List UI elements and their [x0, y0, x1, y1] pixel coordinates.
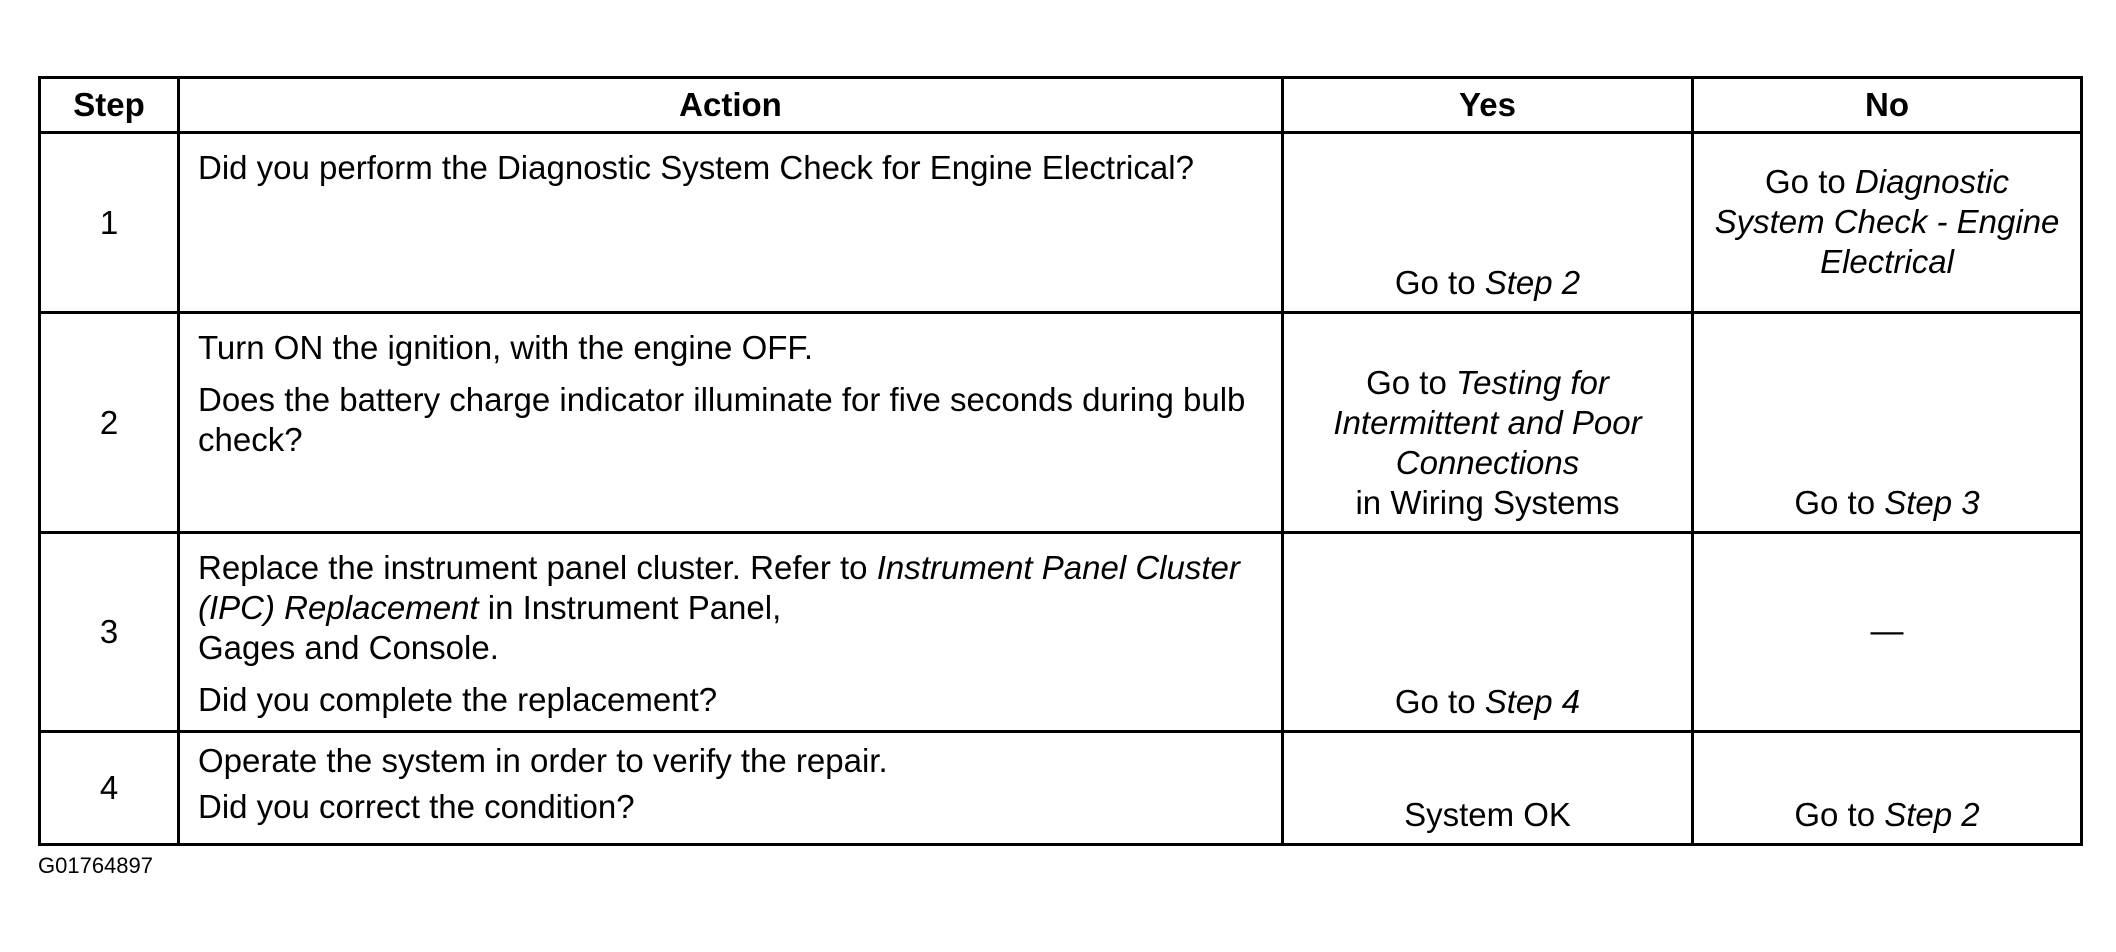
action-cell	[179, 313, 1283, 533]
yes-prefix: Go to	[1394, 683, 1485, 720]
action-cell	[179, 732, 1283, 845]
step-number: 3	[40, 533, 179, 732]
action-prefix: Replace the instrument panel cluster. Refer to	[198, 549, 877, 586]
yes-link: Step 4	[1484, 683, 1581, 720]
no-cell	[1693, 732, 2082, 845]
header-action: Action	[179, 78, 1283, 133]
no-prefix: Go to	[1794, 484, 1885, 521]
action-text	[198, 548, 1263, 668]
header-yes: Yes	[1283, 78, 1693, 133]
table-row	[40, 133, 2082, 313]
table-row	[40, 533, 2082, 732]
no-link: Step 2	[1884, 796, 1980, 833]
header-no: No	[1693, 78, 2082, 133]
action-suffix: in Instrument Panel,	[478, 589, 782, 626]
header-step: Step	[40, 78, 179, 133]
step-number: 2	[40, 313, 179, 533]
action-text: Operate the system in order to verify the repair.	[198, 742, 888, 779]
table-row	[40, 732, 2082, 845]
no-cell	[1693, 313, 2082, 533]
no-link: Diagnostic System Check - Engine Electrical	[1714, 162, 2060, 280]
no-link: Step 3	[1884, 484, 1980, 521]
action-question: Did you complete the replacement?	[198, 681, 718, 718]
yes-cell	[1283, 313, 1693, 533]
no-prefix: Go to	[1765, 162, 1855, 200]
action-text: Turn ON the ignition, with the engine OFF.	[198, 329, 814, 366]
no-cell	[1693, 133, 2082, 313]
yes-cell	[1283, 732, 1693, 845]
no-cell	[1693, 533, 2082, 732]
action-question: Does the battery charge indicator illuminate for five seconds during bulb check?	[198, 381, 1246, 458]
action-reference: Instrument Panel Cluster (IPC) Replacement	[198, 549, 1240, 626]
yes-cell	[1283, 533, 1693, 732]
figure-id: G01764897	[38, 853, 153, 878]
action-text: Did you perform the Diagnostic System Check for Engine Electrical?	[198, 149, 1194, 186]
diagnostic-table	[38, 76, 2083, 846]
no-prefix: Go to	[1794, 796, 1885, 833]
step-number: 1	[40, 133, 179, 313]
action-question: Did you correct the condition?	[198, 788, 635, 825]
table-row	[40, 313, 2082, 533]
yes-link: Step 2	[1484, 264, 1581, 301]
action-line2: Gages and Console.	[198, 629, 499, 666]
yes-cell	[1283, 133, 1693, 313]
action-cell	[179, 533, 1283, 732]
yes-prefix: Go to	[1366, 364, 1456, 401]
table-header-row	[40, 78, 2082, 133]
yes-link: Testing for Intermittent and Poor Connections	[1333, 364, 1642, 481]
no-dash: —	[1870, 612, 1904, 649]
yes-suffix: in Wiring Systems	[1355, 484, 1620, 521]
yes-prefix: Go to	[1394, 264, 1485, 301]
step-number: 4	[40, 732, 179, 845]
yes-text: System OK	[1404, 796, 1571, 833]
action-cell	[179, 133, 1283, 313]
